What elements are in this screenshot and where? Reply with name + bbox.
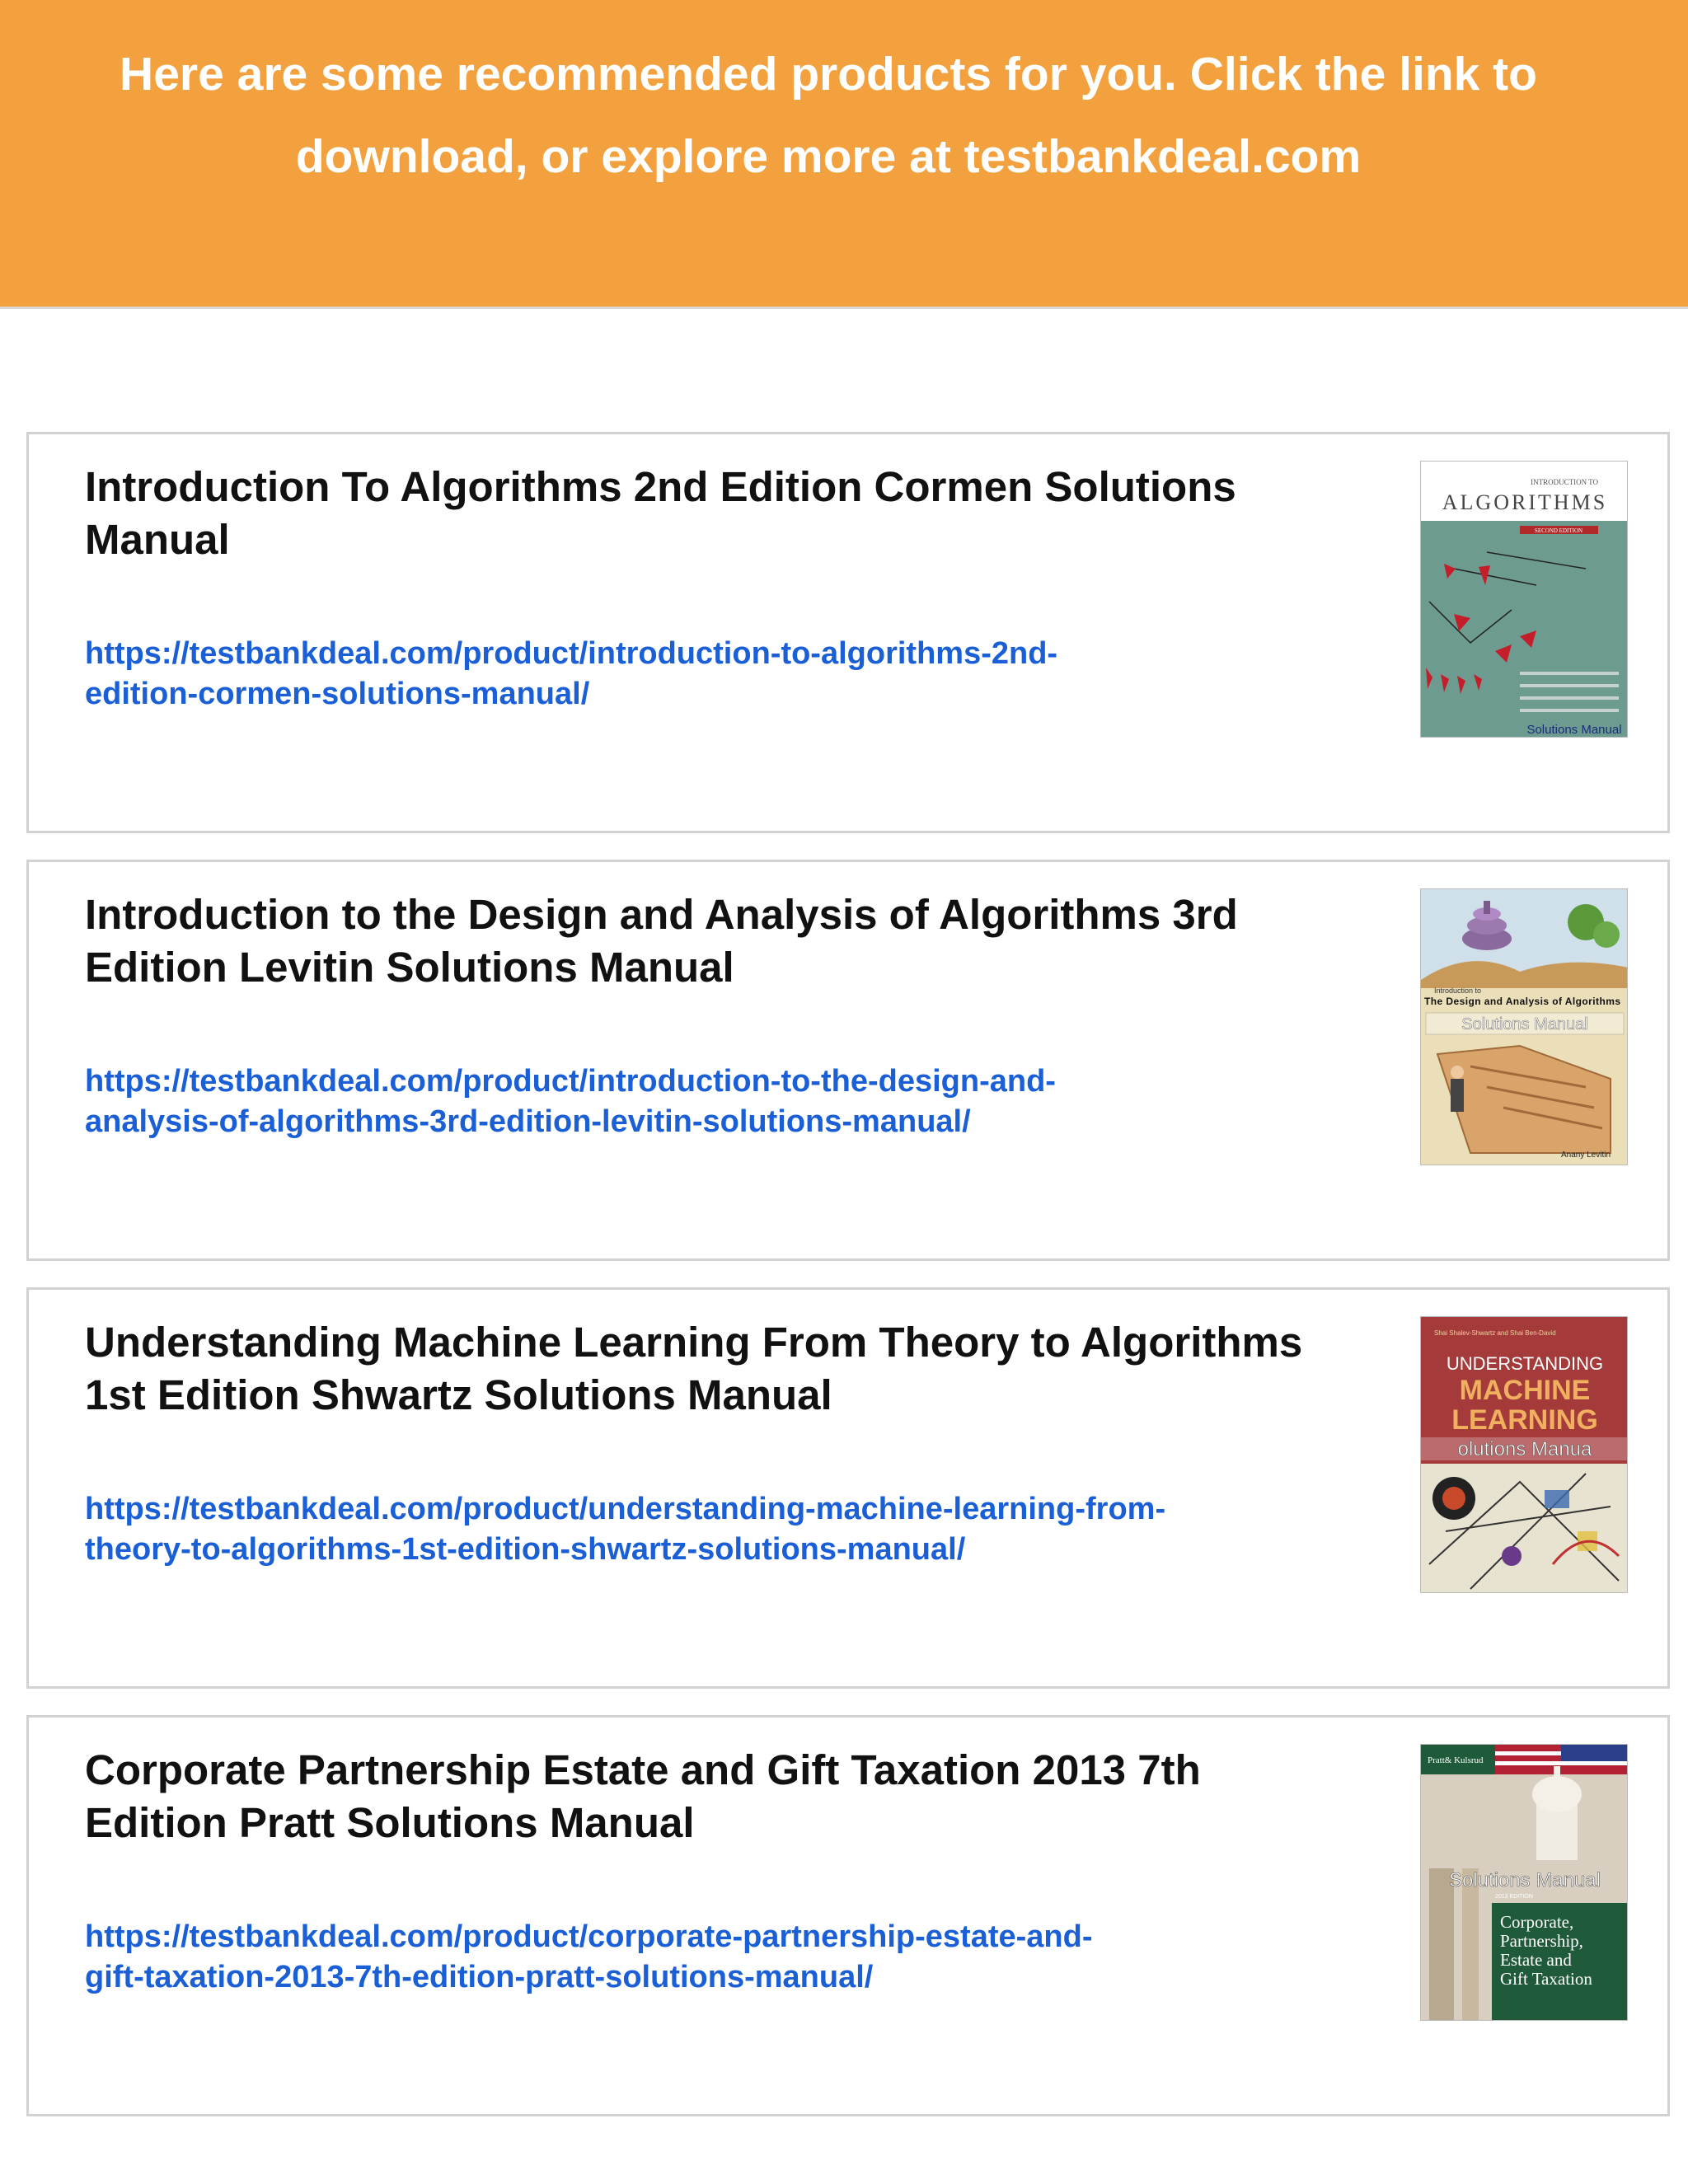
- product-title: Introduction To Algorithms 2nd Edition Cormen Solutions Manual: [85, 463, 1236, 563]
- cover-text: 2013 EDITION: [1495, 1894, 1533, 1900]
- cover-stamp: Solutions Manual: [1526, 723, 1622, 737]
- cover-text: Partnership,: [1500, 1931, 1583, 1951]
- cover-text: LEARNING: [1451, 1404, 1598, 1436]
- product-card: [26, 860, 1670, 1261]
- cover-text: UNDERSTANDING: [1446, 1353, 1604, 1374]
- cover-text: Anany Levitin: [1560, 1151, 1611, 1160]
- cover-text: MACHINE: [1459, 1375, 1591, 1406]
- product-title: Understanding Machine Learning From Theory to Algorithms 1st Edition Shwartz Solutions Manual: [85, 1319, 1303, 1418]
- product-card: [26, 1715, 1670, 2116]
- product-link[interactable]: https://testbankdeal.com/product/introduction-to-algorithms-2nd- edition-cormen-solutions-manual/: [85, 636, 1058, 711]
- product-cover-image[interactable]: [1420, 888, 1628, 1165]
- cover-text: Estate and: [1500, 1950, 1572, 1970]
- product-cover-image[interactable]: [1420, 1744, 1628, 2021]
- product-card: [26, 432, 1670, 833]
- cover-text: Shai Shalev-Shwartz and Shai Ben-David: [1434, 1329, 1556, 1337]
- cover-stamp: Solutions Manual: [1448, 1869, 1601, 1891]
- product-card: [26, 1287, 1670, 1689]
- cover-text: Gift Taxation: [1500, 1969, 1592, 1989]
- cover-text: The Design and Analysis of Algorithms: [1424, 996, 1620, 1007]
- cover-text: SECOND EDITION: [1534, 527, 1583, 534]
- cover-text: Pratt& Kulsrud: [1428, 1755, 1484, 1765]
- product-title: Introduction to the Design and Analysis of Algorithms 3rd Edition Levitin Solutions Manual: [85, 891, 1238, 991]
- cover-stamp: Solutions Manual: [1461, 1015, 1588, 1033]
- cover-text: ALGORITHMS: [1442, 490, 1608, 514]
- product-title: Corporate Partnership Estate and Gift Taxation 2013 7th Edition Pratt Solutions Manual: [85, 1746, 1201, 1846]
- product-link[interactable]: https://testbankdeal.com/product/understanding-machine-learning-from- theory-to-algorithms-1st-edition-shwartz-solutions-manual/: [85, 1492, 1166, 1567]
- cover-text: INTRODUCTION TO: [1531, 478, 1598, 486]
- cover-stamp: olutions Manua: [1457, 1438, 1592, 1460]
- product-link[interactable]: https://testbankdeal.com/product/corporate-partnership-estate-and- gift-taxation-2013-7th-edition-pratt-solutions-manual/: [85, 1919, 1093, 1994]
- banner-message: Here are some recommended products for you. Click the link to download, or explore more at testbankdeal.com: [120, 48, 1537, 183]
- product-cover-image[interactable]: [1420, 1316, 1628, 1593]
- cover-text: Introduction to: [1434, 987, 1482, 995]
- product-link[interactable]: https://testbankdeal.com/product/introduction-to-the-design-and- analysis-of-algorithms-3rd-edition-levitin-solutions-manual/: [85, 1064, 1056, 1139]
- header-banner: [0, 0, 1688, 309]
- cover-text: Corporate,: [1500, 1912, 1574, 1932]
- product-cover-image[interactable]: [1420, 461, 1628, 738]
